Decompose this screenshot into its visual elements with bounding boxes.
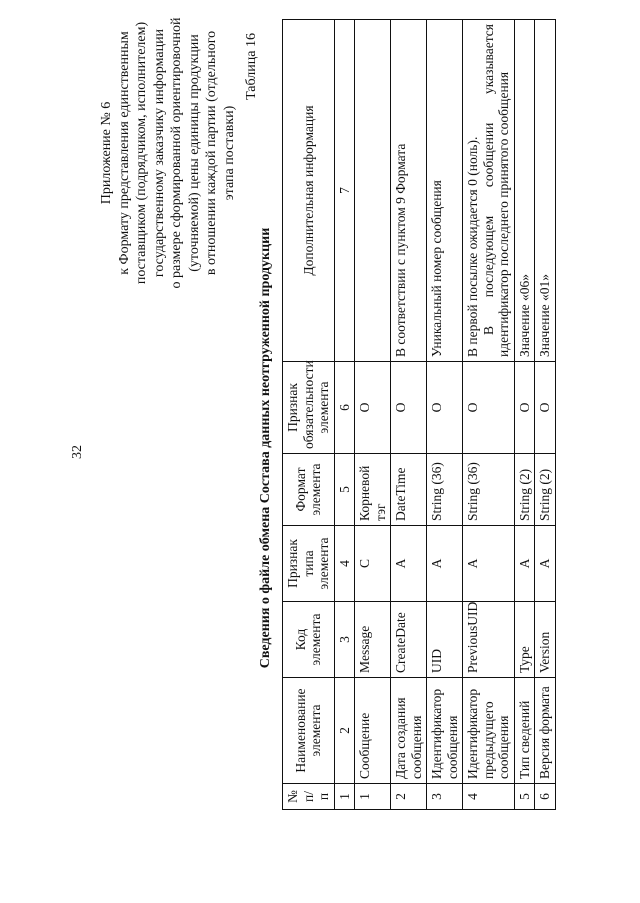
column-number-row xyxy=(334,20,355,810)
element-code: CreateDate xyxy=(391,602,427,678)
appendix-line: (уточняемой) цены единицы продукции xyxy=(186,34,202,272)
column-number: 2 xyxy=(334,678,355,784)
element-type: А xyxy=(463,526,515,602)
table-header-row xyxy=(283,20,335,810)
data-table xyxy=(282,19,556,810)
info-paragraph: Уникальный номер сообщения xyxy=(429,180,444,357)
element-name: Идентификатор сообщения xyxy=(427,678,463,784)
element-code: UID xyxy=(427,602,463,678)
column-number: 6 xyxy=(334,362,355,454)
header-cell: Признак типа элемента xyxy=(283,526,335,602)
element-type: А xyxy=(391,526,427,602)
header-cell: № п/п xyxy=(283,784,335,810)
element-format: String (2) xyxy=(535,454,556,526)
element-name: Тип сведений xyxy=(514,678,535,784)
element-required: О xyxy=(427,362,463,454)
element-name: Идентификатор предыдущего сообщения xyxy=(463,678,515,784)
additional-info xyxy=(355,20,391,362)
column-number: 7 xyxy=(334,20,355,362)
appendix-line: этапа поставки) xyxy=(221,105,237,201)
additional-info xyxy=(514,20,535,362)
header-cell: Признак обязательности элемента xyxy=(283,362,335,454)
element-type: А xyxy=(514,526,535,602)
appendix-line: Приложение № 6 xyxy=(99,101,114,205)
row-number: 2 xyxy=(391,784,427,810)
element-type: А xyxy=(427,526,463,602)
element-name: Дата создания сообщения xyxy=(391,678,427,784)
header-cell: Формат элемента xyxy=(283,454,335,526)
header-cell: Код элемента xyxy=(283,602,335,678)
element-code: Message xyxy=(355,602,391,678)
table-row xyxy=(391,20,427,810)
row-number: 3 xyxy=(427,784,463,810)
element-type: А xyxy=(535,526,556,602)
table-body xyxy=(355,20,556,810)
info-paragraph: В последующем сообщении указывается идентификатор последнего принятого сообщения xyxy=(480,24,511,357)
additional-info xyxy=(427,20,463,362)
table-row xyxy=(514,20,535,810)
element-format: String (36) xyxy=(427,454,463,526)
appendix-line: государственному заказчику информации xyxy=(151,28,167,278)
table-row xyxy=(427,20,463,810)
additional-info xyxy=(463,20,515,362)
header-cell: Наименование элемента xyxy=(283,678,335,784)
element-required: О xyxy=(355,362,391,454)
row-number: 4 xyxy=(463,784,515,810)
table-row xyxy=(355,20,391,810)
element-format: Корневой тэг xyxy=(355,454,391,526)
row-number: 5 xyxy=(514,784,535,810)
element-code: Type xyxy=(514,602,535,678)
appendix-line: к Формату представления единственным xyxy=(116,31,132,275)
row-number: 6 xyxy=(535,784,556,810)
element-name: Сообщение xyxy=(355,678,391,784)
element-format: String (2) xyxy=(514,454,535,526)
additional-info xyxy=(391,20,427,362)
element-type: С xyxy=(355,526,391,602)
info-paragraph: В соответствии с пунктом 9 Формата xyxy=(393,143,408,357)
element-code: PreviousUID xyxy=(463,602,515,678)
element-required: О xyxy=(391,362,427,454)
page-number: 32 xyxy=(70,445,85,459)
element-format: DateTime xyxy=(391,454,427,526)
header-cell: Дополнительная информация xyxy=(283,20,335,362)
additional-info xyxy=(535,20,556,362)
element-required: О xyxy=(535,362,556,454)
table-title: Сведения о файле обмена Состава данных неотгруженной продукции xyxy=(258,227,273,669)
appendix-line: о размере сформированной ориентировочной xyxy=(169,17,184,289)
element-required: О xyxy=(463,362,515,454)
column-number: 4 xyxy=(334,526,355,602)
table-label: Таблица 16 xyxy=(244,33,259,100)
appendix-line: поставщиком (подрядчиком, исполнителем) xyxy=(134,21,149,285)
appendix-line: в отношении каждой партии (отдельного xyxy=(204,30,219,276)
appendix-note xyxy=(98,3,238,303)
column-number: 1 xyxy=(334,784,355,810)
element-name: Версия формата xyxy=(535,678,556,784)
info-paragraph: В первой посылке ожидается 0 (ноль). xyxy=(465,136,480,357)
column-number: 3 xyxy=(334,602,355,678)
element-required: О xyxy=(514,362,535,454)
table-row xyxy=(463,20,515,810)
row-number: 1 xyxy=(355,784,391,810)
element-code: Version xyxy=(535,602,556,678)
column-number: 5 xyxy=(334,454,355,526)
element-format: String (36) xyxy=(463,454,515,526)
info-paragraph: Значение «06» xyxy=(516,273,532,357)
table-row xyxy=(535,20,556,810)
info-paragraph: Значение «01» xyxy=(537,273,552,357)
